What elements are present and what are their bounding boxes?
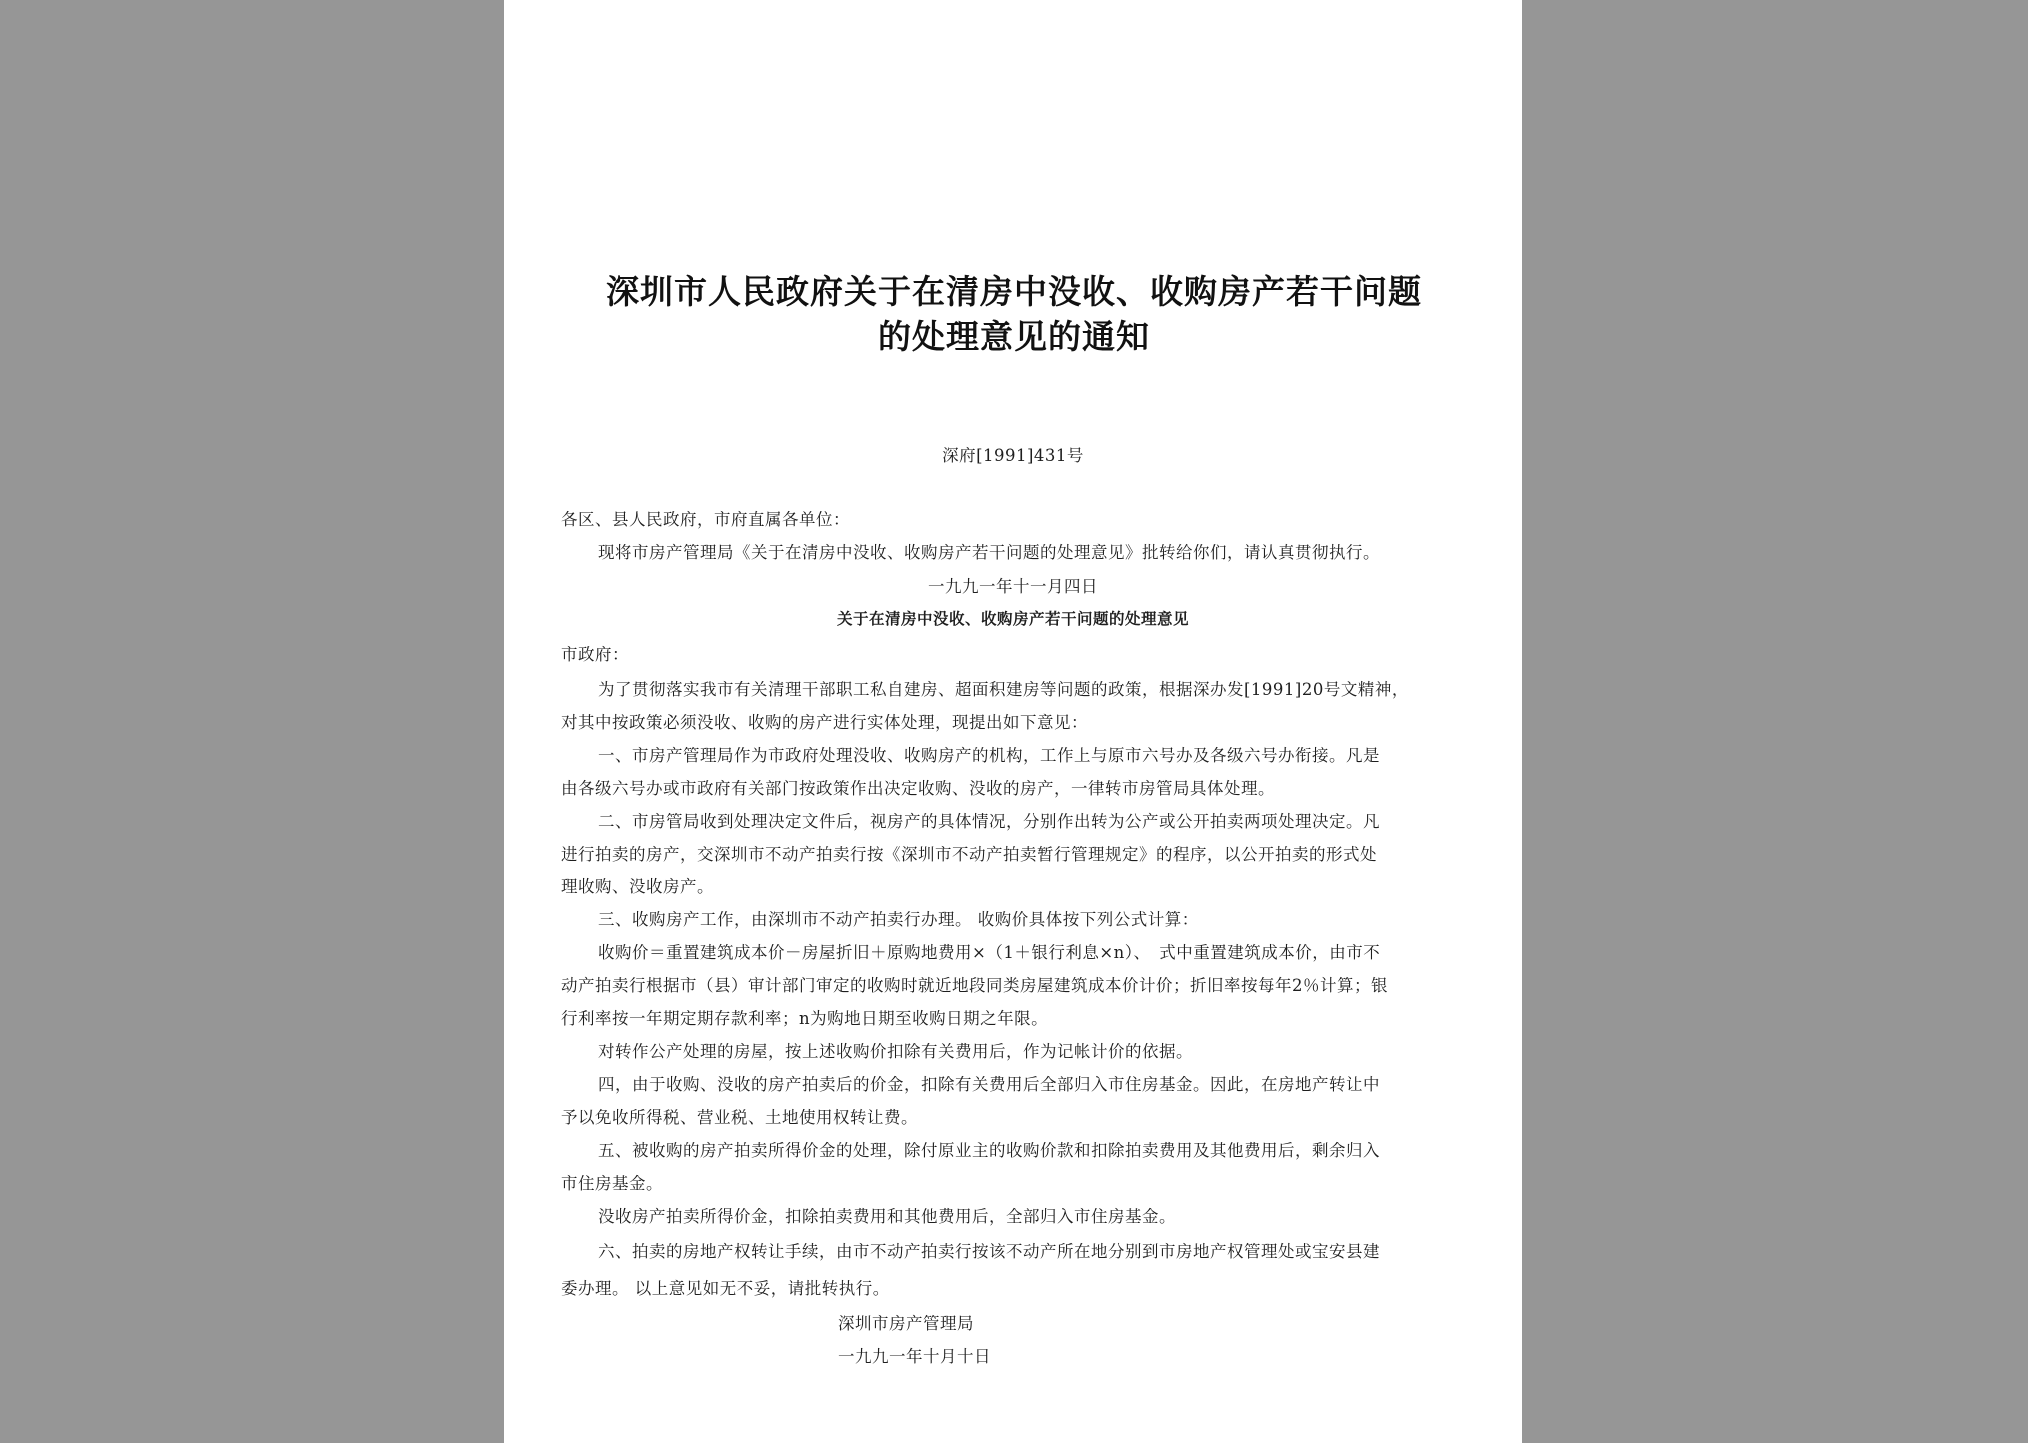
- signature-org: 深圳市房产管理局: [838, 1314, 974, 1333]
- body-line: 动产拍卖行根据市（县）审计部门审定的收购时就近地段同类房屋建筑成本价计价；折旧率按每年2％计算；银: [561, 976, 1388, 995]
- body-line: 四，由于收购、没收的房产拍卖后的价金，扣除有关费用后全部归入市住房基金。因此，在房地产转让中: [598, 1075, 1380, 1094]
- document-title-line1: 深圳市人民政府关于在清房中没收、收购房产若干问题: [606, 272, 1422, 311]
- issue-date: 一九九一年十一月四日: [928, 577, 1098, 596]
- body-line: 为了贯彻落实我市有关清理干部职工私自建房、超面积建房等问题的政策，根据深办发[1991]20号文精神，: [598, 680, 1409, 699]
- signature-date: 一九九一年十月十日: [838, 1347, 991, 1366]
- salutation: 市政府：: [561, 645, 629, 664]
- body-line: 五、被收购的房产拍卖所得价金的处理，除付原业主的收购价款和扣除拍卖费用及其他费用后，剩余归入: [598, 1141, 1380, 1160]
- document-title-line2: 的处理意见的通知: [878, 317, 1150, 356]
- body-line: 对转作公产处理的房屋，按上述收购价扣除有关费用后，作为记帐计价的依据。: [598, 1042, 1193, 1061]
- body-line: 进行拍卖的房产，交深圳市不动产拍卖行按《深圳市不动产拍卖暂行管理规定》的程序，以公开拍卖的形式处: [561, 845, 1377, 864]
- body-line: 没收房产拍卖所得价金，扣除拍卖费用和其他费用后，全部归入市住房基金。: [598, 1207, 1176, 1226]
- body-line: 予以免收所得税、营业税、土地使用权转让费。: [561, 1108, 918, 1127]
- body-line: 理收购、没收房产。: [561, 877, 714, 896]
- body-line: 六、拍卖的房地产权转让手续，由市不动产拍卖行按该不动产所在地分别到市房地产权管理处或宝安县建: [598, 1242, 1380, 1261]
- body-line: 市住房基金。: [561, 1174, 663, 1193]
- document-page: [504, 0, 1522, 1443]
- body-line: 对其中按政策必须没收、收购的房产进行实体处理，现提出如下意见：: [561, 713, 1088, 732]
- body-line: 行利率按一年期定期存款利率；n为购地日期至收购日期之年限。: [561, 1009, 1049, 1028]
- body-line: 委办理。 以上意见如无不妥，请批转执行。: [561, 1279, 890, 1298]
- addressee: 各区、县人民政府，市府直属各单位：: [561, 510, 850, 529]
- document-number: 深府[1991]431号: [942, 446, 1084, 465]
- forward-text: 现将市房产管理局《关于在清房中没收、收购房产若干问题的处理意见》批转给你们，请认真贯彻执行。: [598, 543, 1380, 562]
- body-line: 收购价＝重置建筑成本价－房屋折旧＋原购地费用×（1＋银行利息×n）、 式中重置建筑成本价，由市不: [598, 943, 1381, 962]
- body-line: 三、收购房产工作，由深圳市不动产拍卖行办理。 收购价具体按下列公式计算：: [598, 910, 1199, 929]
- body-line: 由各级六号办或市政府有关部门按政策作出决定收购、没收的房产，一律转市房管局具体处理。: [561, 779, 1275, 798]
- opinion-subtitle: 关于在清房中没收、收购房产若干问题的处理意见: [836, 609, 1189, 628]
- body-line: 一、市房产管理局作为市政府处理没收、收购房产的机构，工作上与原市六号办及各级六号办衔接。凡是: [598, 746, 1380, 765]
- body-line: 二、市房管局收到处理决定文件后，视房产的具体情况，分别作出转为公产或公开拍卖两项处理决定。凡: [598, 812, 1380, 831]
